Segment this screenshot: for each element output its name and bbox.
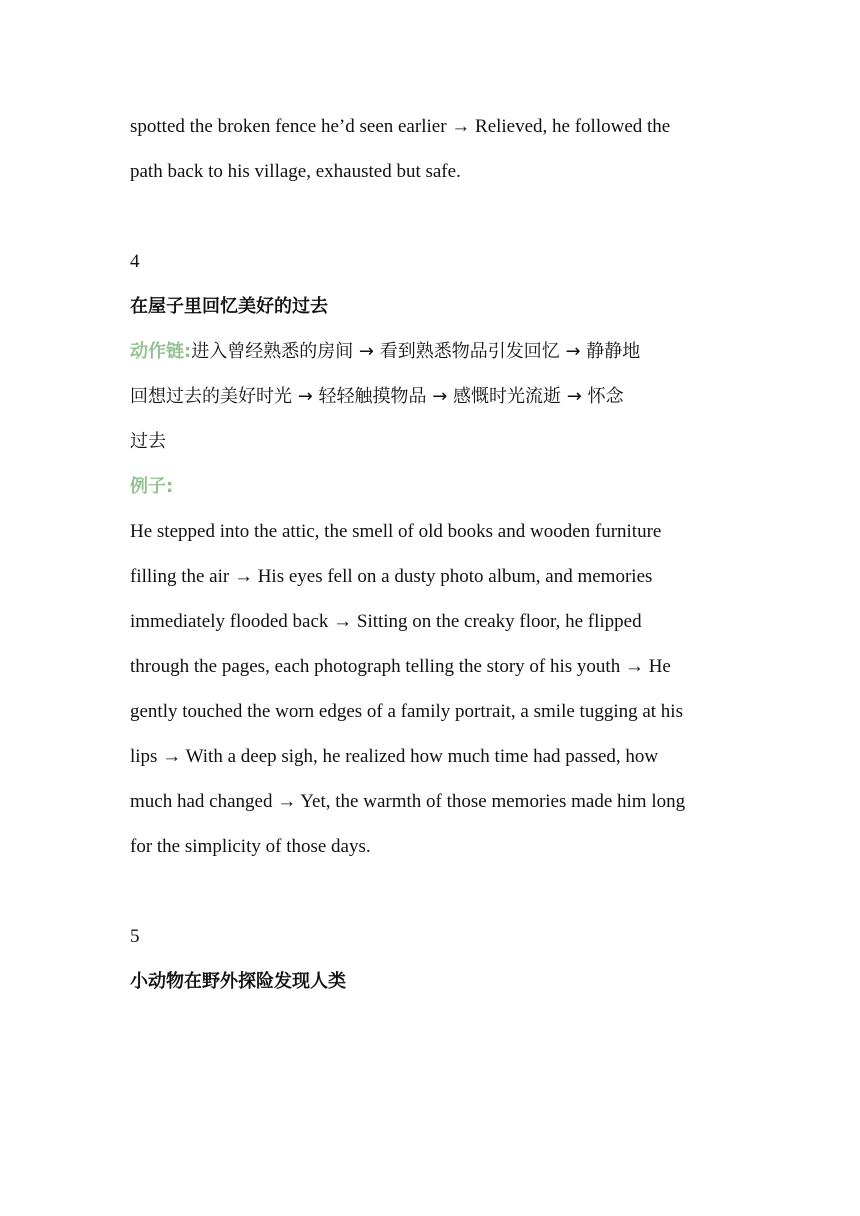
action-chain-text: 进入曾经熟悉的房间 → 看到熟悉物品引发回忆 → 静静地 — [191, 341, 641, 362]
example-line: much had changed → Yet, the warmth of those memories made him long — [130, 791, 686, 812]
example-line: He stepped into the attic, the smell of old books and wooden furniture — [130, 521, 662, 542]
example-line: for the simplicity of those days. — [130, 836, 371, 857]
example-line: through the pages, each photograph telling the story of his youth → He — [130, 656, 671, 677]
action-chain-line — [130, 340, 640, 364]
section-number: 4 — [130, 251, 140, 272]
example-label: 例子: — [130, 476, 174, 497]
prev-example-line: spotted the broken fence he’d seen earlier → Relieved, he followed the — [130, 116, 671, 137]
action-chain-label: 动作链: — [130, 341, 192, 362]
example-line: gently touched the worn edges of a family portrait, a smile tugging at his — [130, 701, 683, 722]
example-line: lips → With a deep sigh, he realized how much time had passed, how — [130, 746, 659, 767]
example-line: immediately flooded back → Sitting on the creaky floor, he flipped — [130, 611, 642, 632]
example-line: filling the air → His eyes fell on a dusty photo album, and memories — [130, 566, 653, 587]
action-chain-line: 过去 — [130, 431, 166, 452]
section-title: 在屋子里回忆美好的过去 — [130, 296, 328, 317]
action-chain-line: 回想过去的美好时光 → 轻轻触摸物品 → 感慨时光流逝 → 怀念 — [130, 386, 624, 407]
prev-example-line: path back to his village, exhausted but safe. — [130, 161, 461, 182]
section-title: 小动物在野外探险发现人类 — [130, 971, 346, 992]
section-number: 5 — [130, 926, 140, 947]
